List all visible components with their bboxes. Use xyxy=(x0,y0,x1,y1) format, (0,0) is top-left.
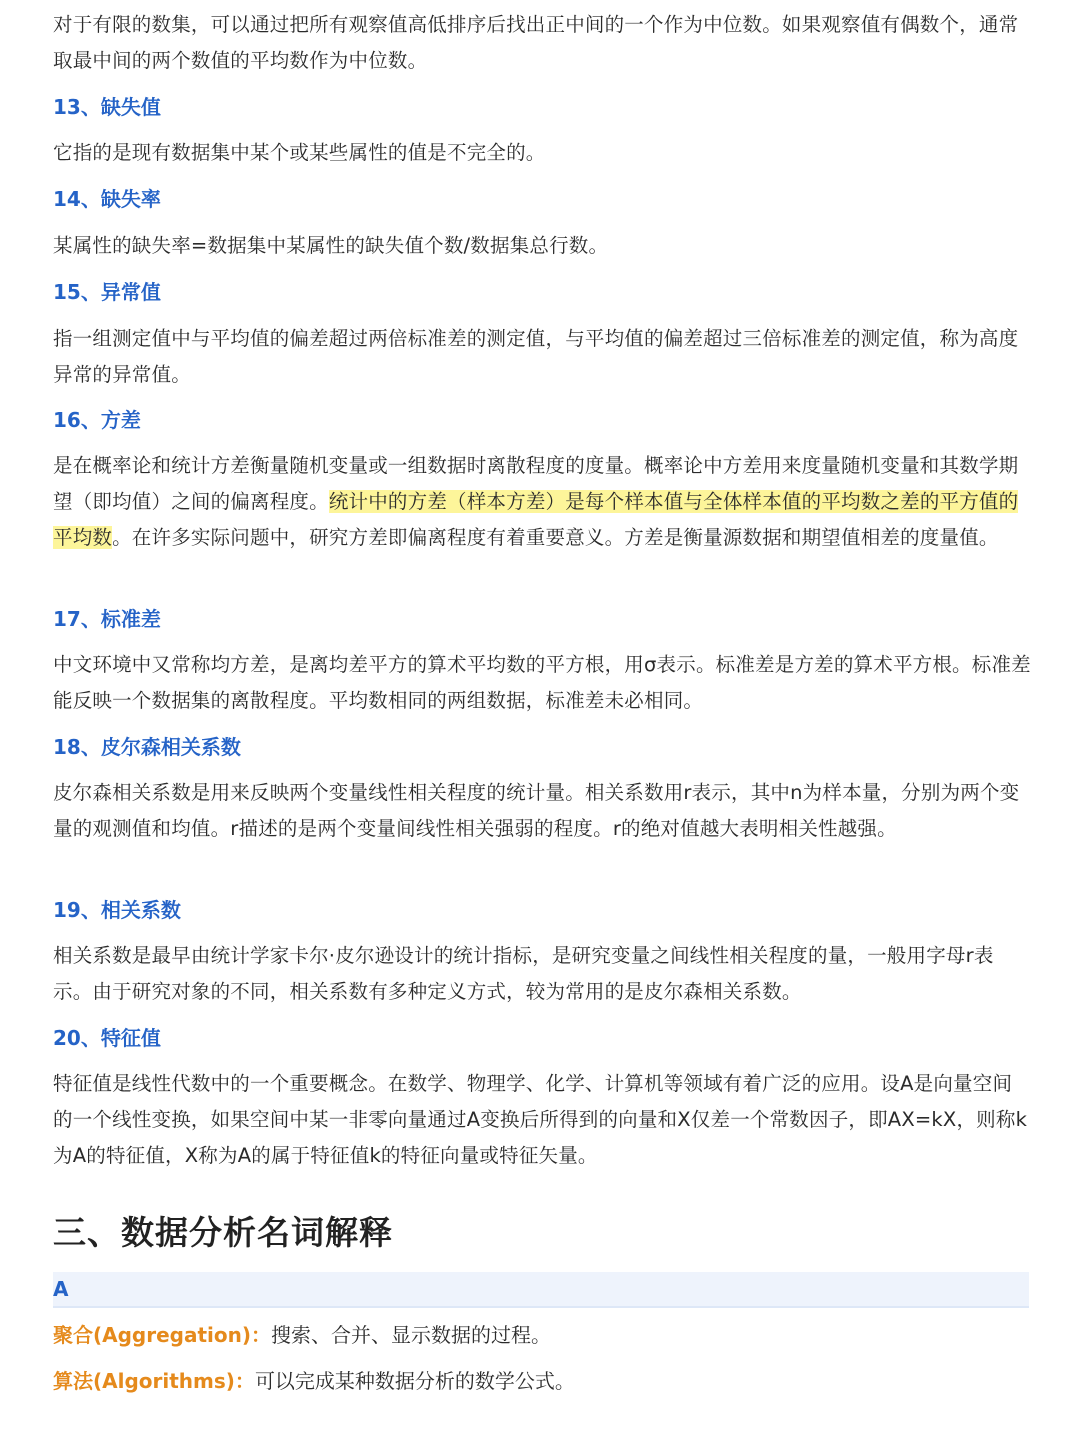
variance-text-after: 。在许多实际问题中，研究方差即偏离程度有着重要意义。方差是衡量源数据和期望值相差的度量值。 xyxy=(112,526,999,549)
paragraph-missing-value: 它指的是现有数据集中某个或某些属性的值是不完全的。 xyxy=(53,141,546,164)
term-name: 聚合(Aggregation)： xyxy=(53,1323,272,1347)
heading-variance: 16、方差 xyxy=(53,408,141,432)
heading-eigenvalue: 20、特征值 xyxy=(53,1026,161,1050)
variance-text-before: 是在概率论和统计方差衡量随机变量或一组数据时离散程度的度量。概率论中方差用来度量随机变量和其数学期望（即均值）之间的偏离程度。 xyxy=(53,454,1019,513)
heading-std-dev: 17、标准差 xyxy=(53,607,161,631)
heading-missing-value: 13、缺失值 xyxy=(53,95,161,119)
term-definition: 搜索、合并、显示数据的过程。 xyxy=(271,1323,552,1347)
letter-index-label: A xyxy=(53,1277,69,1301)
heading-missing-rate: 14、缺失率 xyxy=(53,187,161,211)
heading-outlier: 15、异常值 xyxy=(53,280,161,304)
paragraph-std-dev: 中文环境中又常称均方差，是离均差平方的算术平均数的平方根，用σ表示。标准差是方差的算术平方根。标准差能反映一个数据集的离散程度。平均数相同的两组数据，标准差未必相同。 xyxy=(53,653,1031,712)
paragraph-pearson: 皮尔森相关系数是用来反映两个变量线性相关程度的统计量。相关系数用r表示，其中n为样本量，分别为两个变量的观测值和均值。r描述的是两个变量间线性相关强弱的程度。r的绝对值越大表明相关性越强。 xyxy=(53,781,1020,840)
intro-paragraph: 对于有限的数集，可以通过把所有观察值高低排序后找出正中间的一个作为中位数。如果观察值有偶数个，通常取最中间的两个数值的平均数作为中位数。 xyxy=(53,13,1019,72)
letter-index-bar xyxy=(53,1272,1029,1308)
paragraph-outlier: 指一组测定值中与平均值的偏差超过两倍标准差的测定值，与平均值的偏差超过三倍标准差的测定值，称为高度异常的异常值。 xyxy=(53,327,1019,386)
term-entry xyxy=(53,1317,1031,1353)
heading-pearson: 18、皮尔森相关系数 xyxy=(53,735,241,759)
variance-highlight: 统计中的方差（样本方差）是每个样本值与全体样本值的平均数之差的平方值的平均数 xyxy=(53,490,1019,549)
paragraph-variance xyxy=(53,448,1031,556)
heading-correlation: 19、相关系数 xyxy=(53,898,181,922)
term-name: 算法(Algorithms)： xyxy=(53,1369,255,1393)
paragraph-eigenvalue: 特征值是线性代数中的一个重要概念。在数学、物理学、化学、计算机等领域有着广泛的应用。设A是向量空间的一个线性变换，如果空间中某一非零向量通过A变换后所得到的向量和X仅差一个常数因子，即AX=kX，则称k为A的特征值，X称为A的属于特征值k的特征向量或特征矢量。 xyxy=(53,1072,1028,1167)
term-definition: 可以完成某种数据分析的数学公式。 xyxy=(254,1369,575,1393)
paragraph-correlation: 相关系数是最早由统计学家卡尔·皮尔逊设计的统计指标，是研究变量之间线性相关程度的量，一般用字母r表示。由于研究对象的不同，相关系数有多种定义方式，较为常用的是皮尔森相关系数。 xyxy=(53,944,994,1003)
paragraph-missing-rate: 某属性的缺失率=数据集中某属性的缺失值个数/数据集总行数。 xyxy=(53,234,609,257)
section-title: 三、数据分析名词解释 xyxy=(53,1213,393,1252)
term-entry xyxy=(53,1363,1031,1399)
